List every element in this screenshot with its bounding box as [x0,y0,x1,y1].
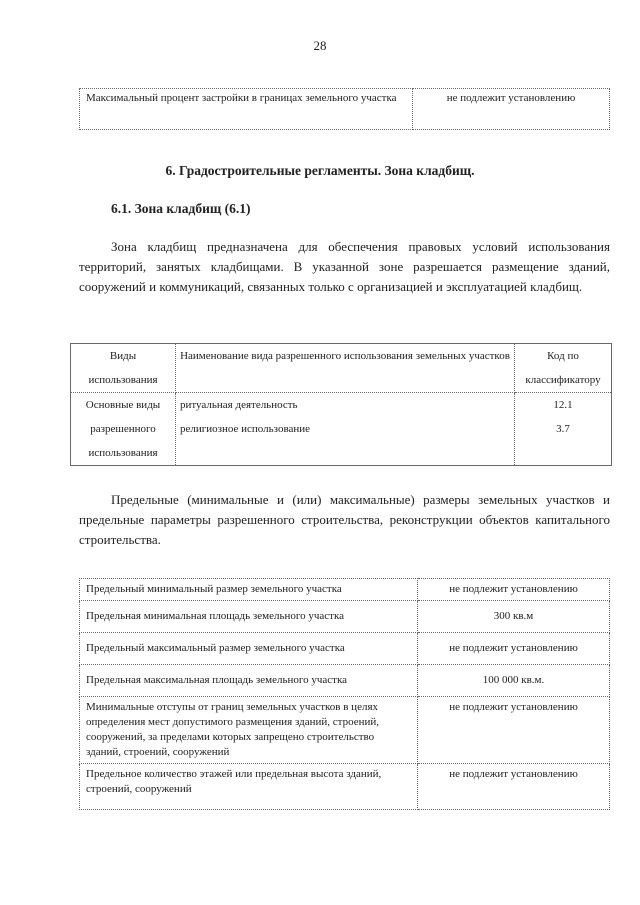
header-code: Код по классификатору [515,344,612,393]
param-value: не подлежит установлению [418,697,610,764]
paragraph-zone-description: Зона кладбищ предназначена для обеспечения правовых условий использования территорий, занятых кладбищами. В указанной зоне разрешается размещение зданий, сооружений и коммуникаций, связанных только с организацией и эксплуатацией кладбищ. [79,239,610,294]
table-header-row [71,344,612,393]
paragraph-limits: Предельные (минимальные и (или) максимальные) размеры земельных участков и предельные параметры разрешенного строительства, реконструкции объектов капитального строительства. [79,492,610,547]
table-row [71,393,612,466]
table-row [80,601,610,633]
table-row [80,697,610,764]
header-use-types: Виды использования [71,344,176,393]
table-cell-value: не подлежит установлению [413,89,610,130]
use-table [70,343,612,466]
param-value: 100 000 кв.м. [418,665,610,697]
param-label: Предельная минимальная площадь земельного участка [80,601,418,633]
page-number: 28 [313,38,327,53]
param-value: не подлежит установлению [418,764,610,810]
param-label: Предельное количество этажей или предельная высота зданий, строений, сооружений [80,764,418,810]
table-row [80,764,610,810]
row-label: Основные виды разрешенного использования [71,393,176,466]
param-value: 300 кв.м [418,601,610,633]
param-label: Минимальные отступы от границ земельных участков в целях определения мест допустимого размещения зданий, строений, сооружений, за пределами которых запрещено строительство зданий, строений, сооружений [80,697,418,764]
subsection-heading: 6.1. Зона кладбищ (6.1) [111,201,251,216]
table-row [80,89,610,130]
param-label: Предельный максимальный размер земельного участка [80,633,418,665]
table-top [79,88,610,130]
section-heading: 6. Градостроительные регламенты. Зона кладбищ. [165,163,475,178]
code-item: 3.7 [556,423,570,435]
table-row [80,579,610,601]
table-row [80,633,610,665]
table-cell-label: Максимальный процент застройки в границах земельного участка [80,89,413,130]
param-label: Предельный минимальный размер земельного участка [80,579,418,601]
code-item: 12.1 [553,399,573,411]
param-value: не подлежит установлению [418,579,610,601]
param-value: не подлежит установлению [418,633,610,665]
table-row [80,665,610,697]
use-names [176,393,515,466]
use-codes [515,393,612,466]
list-item: ритуальная деятельность [180,399,298,411]
param-label: Предельная максимальная площадь земельного участка [80,665,418,697]
header-use-name: Наименование вида разрешенного использования земельных участков [176,344,515,393]
list-item: религиозное использование [180,423,311,435]
params-table [79,578,610,810]
